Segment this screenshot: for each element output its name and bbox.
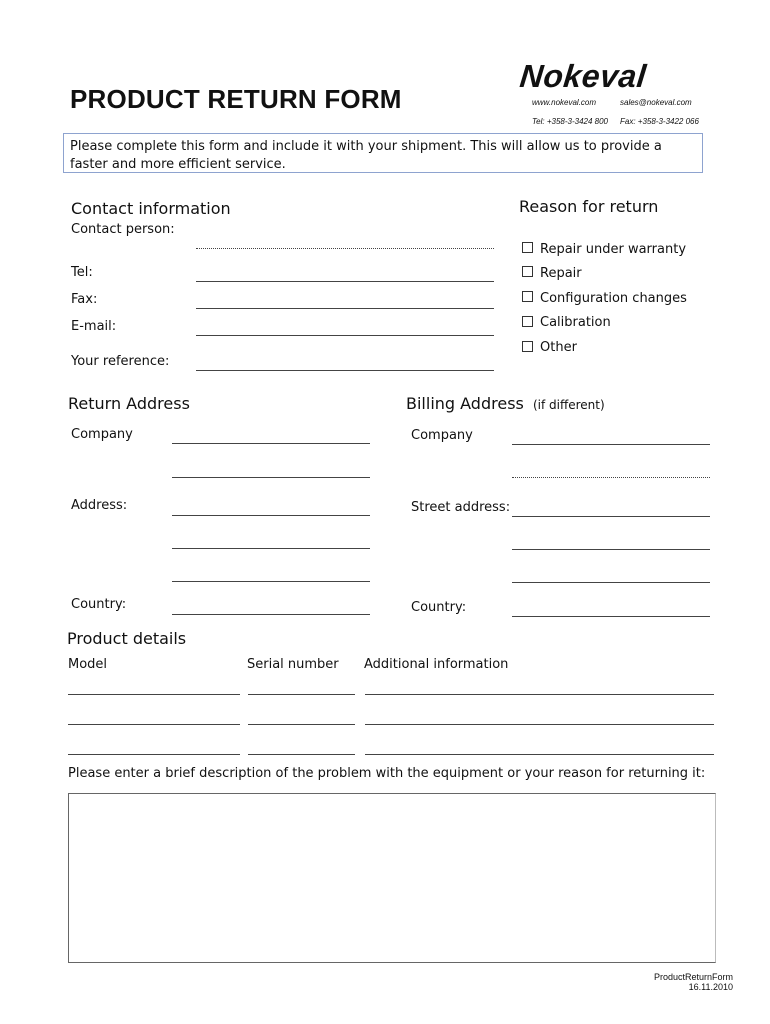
return-company-field-2[interactable] [172,477,370,478]
billing-country-label: Country: [411,600,467,615]
repair-checkbox[interactable] [522,266,533,277]
billing-heading-text: Billing Address [406,394,524,413]
billing-country-field[interactable] [512,616,710,617]
tel-field[interactable] [196,281,494,282]
return-address-field[interactable] [172,515,370,516]
additional-field-1[interactable] [365,694,714,695]
intro-box: Please complete this form and include it with your shipment. This will allow us to provide a faster and more efficient service. [63,133,703,173]
return-country-field[interactable] [172,614,370,615]
other-checkbox[interactable] [522,341,533,352]
email-field[interactable] [196,335,494,336]
product-heading: Product details [67,629,187,648]
description-textarea[interactable] [68,793,716,963]
other-label: Other [540,340,577,355]
email-label: E-mail: [71,319,117,334]
page-title: PRODUCT RETURN FORM [70,84,402,114]
return-country-label: Country: [71,597,127,612]
tel-label: Tel: [71,265,93,280]
return-address-heading: Return Address [68,394,190,413]
serial-field-1[interactable] [248,694,355,695]
configuration-checkbox[interactable] [522,291,533,302]
reference-label: Your reference: [71,354,170,369]
description-prompt: Please enter a brief description of the problem with the equipment or your reason for returning it: [68,766,706,781]
company-logo: Nokeval [518,58,649,94]
contact-person-label: Contact person: [71,222,175,237]
billing-street-field-2[interactable] [512,549,710,550]
fax-label: Fax: [71,292,98,307]
billing-street-field-3[interactable] [512,582,710,583]
billing-company-label: Company [411,428,473,443]
calibration-label: Calibration [540,315,611,330]
website-text: www.nokeval.com [532,98,597,107]
tel-text: Tel: +358-3-3424 800 [532,117,608,126]
return-address-field-2[interactable] [172,548,370,549]
additional-field-3[interactable] [365,754,714,755]
model-field-3[interactable] [68,754,240,755]
billing-street-label: Street address: [411,500,511,515]
billing-company-field-2[interactable] [512,477,710,478]
billing-street-field[interactable] [512,516,710,517]
return-company-label: Company [71,427,133,442]
email-text: sales@nokeval.com [620,98,692,107]
warranty-checkbox[interactable] [522,242,533,253]
footer [654,972,733,992]
contact-heading: Contact information [71,199,231,218]
calibration-checkbox[interactable] [522,316,533,327]
additional-info-column-header: Additional information [364,657,509,672]
contact-person-field[interactable] [196,248,494,249]
fax-field[interactable] [196,308,494,309]
billing-note: (if different) [532,398,605,412]
model-column-header: Model [68,657,108,672]
reason-heading: Reason for return [519,197,659,216]
serial-field-3[interactable] [248,754,355,755]
configuration-label: Configuration changes [540,291,687,306]
billing-company-field[interactable] [512,444,710,445]
billing-address-heading [406,394,605,413]
warranty-label: Repair under warranty [540,242,687,257]
serial-field-2[interactable] [248,724,355,725]
return-address-field-3[interactable] [172,581,370,582]
model-field-1[interactable] [68,694,240,695]
return-address-label: Address: [71,498,128,513]
additional-field-2[interactable] [365,724,714,725]
repair-label: Repair [540,266,582,281]
return-company-field[interactable] [172,443,370,444]
reference-field[interactable] [196,370,494,371]
footer-form-name: ProductReturnForm [653,972,733,982]
model-field-2[interactable] [68,724,240,725]
footer-date: 16.11.2010 [688,982,733,992]
serial-column-header: Serial number [247,657,339,672]
fax-text: Fax: +358-3-3422 066 [620,117,699,126]
